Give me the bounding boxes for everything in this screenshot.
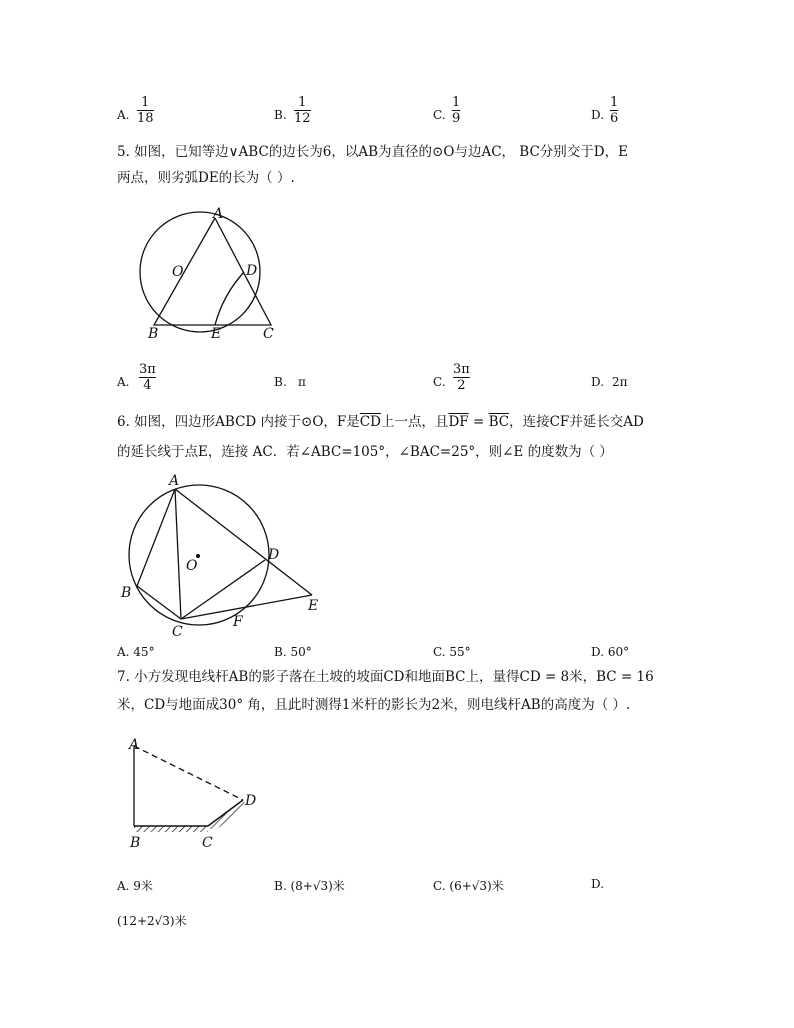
numerator: 1	[141, 95, 150, 110]
q6-equals: =	[468, 414, 489, 430]
q7-label-d: D	[245, 793, 257, 809]
numerator: 1	[610, 95, 619, 110]
q5-option-b-text: π	[298, 375, 306, 389]
q7-sunray-ad	[134, 746, 243, 800]
q4-option-c-label: C.	[433, 108, 446, 122]
q5-option-d-text: 2π	[612, 375, 628, 389]
q7-label-a: A	[129, 737, 140, 753]
q5-stem-line1: 5. 如图，已知等边∨ABC的边长为6，以AB为直径的⊙O与边AC， BC分别交于D，E	[117, 144, 628, 160]
q7-label-c: C	[202, 835, 213, 851]
q6-segment-ac	[175, 489, 181, 619]
q6-option-b: B. 50°	[274, 645, 312, 659]
q4-option-a-fraction	[137, 95, 154, 126]
q7-ground-hatch	[134, 826, 208, 832]
numerator: 3π	[139, 362, 156, 377]
q5-option-b-label: B.	[274, 375, 287, 389]
q6-line-ce	[181, 595, 312, 619]
q5-option-a-label: A.	[117, 375, 130, 389]
denominator: 18	[137, 111, 154, 126]
q7-option-c: C. (6+√3)米	[433, 879, 504, 893]
q7-figure	[120, 728, 270, 856]
q5-figure	[115, 205, 290, 345]
q6-segment-bc	[137, 586, 181, 619]
q5-circle	[140, 212, 260, 332]
q5-label-o: O	[172, 264, 184, 280]
q6-stem-part3: ，连接CF并延长交AD	[509, 414, 644, 430]
denominator: 12	[294, 111, 311, 126]
q6-label-o: O	[186, 558, 198, 574]
q7-option-d: D.	[591, 877, 605, 891]
q6-stem-line1	[117, 407, 644, 437]
q4-option-d-fraction	[610, 95, 618, 126]
q7-stem-line2: 米，CD与地面成30° 角，且此时测得1米杆的影长为2米，则电线杆AB的高度为（ ）.	[117, 697, 631, 713]
numerator: 1	[452, 95, 461, 110]
numerator: 3π	[453, 362, 470, 377]
denominator: 2	[457, 378, 466, 393]
denominator: 6	[610, 111, 619, 126]
q4-option-d-label: D.	[591, 108, 605, 122]
q5-option-d-label: D.	[591, 375, 605, 389]
q6-arc-cd: $\overline{CD}$	[359, 414, 381, 430]
q6-arc-df: $\overline{DF}$	[448, 414, 469, 430]
denominator: 4	[143, 378, 152, 393]
q6-option-d: D. 60°	[591, 645, 630, 659]
q6-segment-ab	[137, 489, 175, 586]
q5-option-c-fraction	[453, 362, 470, 393]
q6-figure	[115, 472, 330, 642]
q5-stem-line2: 两点，则劣弧DE的长为（ ）.	[117, 170, 295, 186]
q5-label-d: D	[246, 263, 258, 279]
q7-slope-hatch	[208, 800, 247, 832]
q6-stem-part2: 上一点，且	[380, 414, 449, 430]
q4-option-a-label: A.	[117, 108, 130, 122]
q5-label-c: C	[263, 326, 274, 342]
q6-option-c: C. 55°	[433, 645, 471, 659]
q6-label-b: B	[121, 585, 132, 601]
q7-option-b: B. (8+√3)米	[274, 879, 345, 893]
q5-label-b: B	[148, 326, 159, 342]
q6-label-a: A	[169, 473, 180, 489]
q6-label-c: C	[172, 624, 183, 640]
denominator: 9	[452, 111, 461, 126]
q5-label-e: E	[211, 326, 222, 342]
q7-label-b: B	[130, 835, 141, 851]
q7-stem-line1: 7. 小方发现电线杆AB的影子落在土坡的坡面CD和地面BC上，量得CD = 8米，BC = 16	[117, 669, 654, 685]
q7-option-a: A. 9米	[117, 879, 153, 893]
q4-option-b-label: B.	[274, 108, 287, 122]
q5-option-a-fraction	[139, 362, 156, 393]
q6-label-f: F	[233, 614, 243, 630]
q6-stem-line2: 的延长线于点E，连接 AC．若∠ABC=105°，∠BAC=25°，则∠E 的度数为（ ）	[117, 444, 613, 460]
q6-option-a: A. 45°	[117, 645, 155, 659]
q6-label-e: E	[308, 598, 319, 614]
numerator: 1	[298, 95, 307, 110]
q4-option-b-fraction	[294, 95, 311, 126]
q6-label-d: D	[268, 547, 280, 563]
q6-line-ae	[175, 489, 312, 595]
q4-option-c-fraction	[452, 95, 460, 126]
q6-arc-bc: $\overline{BC}$	[488, 414, 510, 430]
q5-option-c-label: C.	[433, 375, 446, 389]
q5-label-a: A	[213, 206, 224, 222]
q6-stem-part1: 6. 如图，四边形ABCD 内接于⊙O，F是	[117, 414, 360, 430]
q7-option-d-continuation: (12+2√3)米	[117, 914, 187, 928]
